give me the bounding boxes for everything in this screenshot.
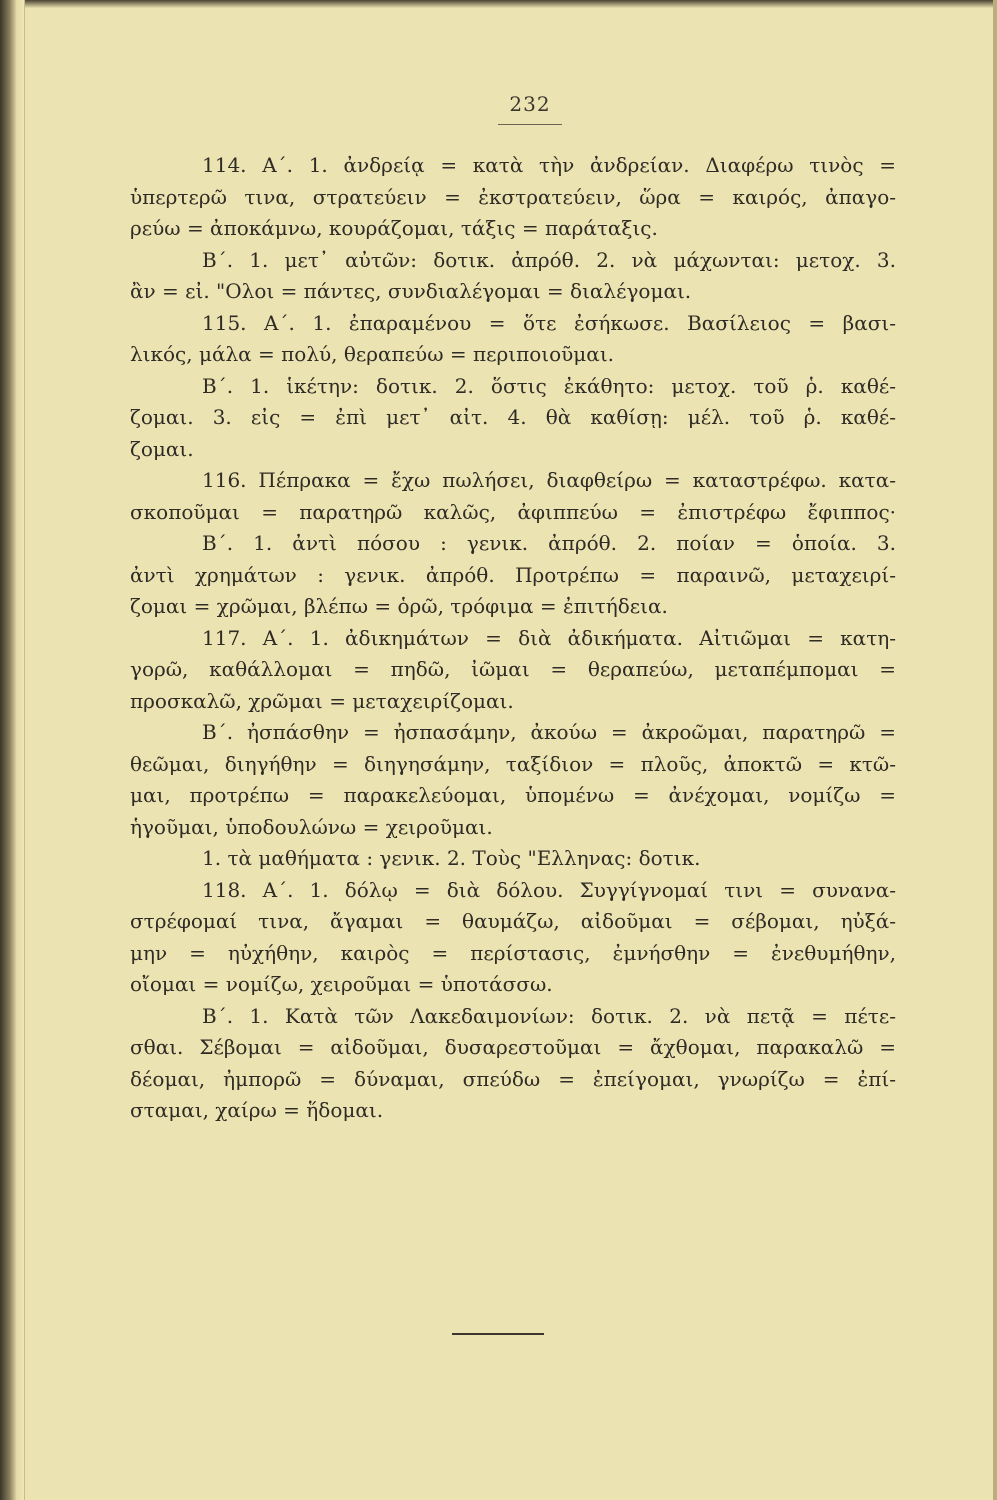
text-line: ζομαι. 3. εἰς = ἐπὶ μετ᾽ αἰτ. 4. θὰ καθίσῃ: μέλ. τοῦ ῥ. καθέ- <box>130 405 896 429</box>
text-line: ζομαι = χρῶμαι, βλέπω = ὁρῶ, τρόφιμα = ἐπιτήδεια. <box>130 594 668 618</box>
text-line: σκοποῦμαι = παρατηρῶ καλῶς, ἀφιππεύω = ἐπιστρέφω ἔφιππος· <box>130 499 896 524</box>
text-line: 115. Α΄. 1. ἐπαραμένου = ὅτε ἐσήκωσε. Βασίλειος = βασι- <box>202 310 896 335</box>
text-line: Β΄. 1. Κατὰ τῶν Λακεδαιμονίων: δοτικ. 2. νὰ πετᾷ = πέτε- <box>202 1003 896 1028</box>
text-line: Β΄. 1. μετ᾽ αὐτῶν: δοτικ. ἀπρόθ. 2. νὰ μάχωνται: μετοχ. 3. <box>202 247 896 272</box>
page-right-edge <box>993 0 997 1500</box>
text-line: θεῶμαι, διηγήθην = διηγησάμην, ταξίδιον = πλοῦς, ἀποκτῶ = κτῶ- <box>130 751 896 776</box>
text-line: σθαι. Σέβομαι = αἰδοῦμαι, δυσαρεστοῦμαι = ἄχθομαι, παρακαλῶ = <box>130 1035 896 1059</box>
text-line: Β΄. 1. ἱκέτην: δοτικ. 2. ὅστις ἐκάθητο: μετοχ. τοῦ ῥ. καθέ- <box>202 373 896 398</box>
text-line: 114. Α΄. 1. ἀνδρείᾳ = κατὰ τὴν ἀνδρείαν. Διαφέρω τινὸς = <box>202 153 896 177</box>
text-line: προσκαλῶ, χρῶμαι = μεταχειρίζομαι. <box>130 688 514 713</box>
text-line: στρέφομαί τινα, ἄγαμαι = θαυμάζω, αἰδοῦμαι = σέβομαι, ηὐξά- <box>130 909 896 933</box>
page-top-edge <box>0 0 997 8</box>
page-number: 232 <box>509 92 551 116</box>
text-line: σταμαι, χαίρω = ἥδομαι. <box>130 1098 384 1122</box>
body-text <box>130 150 896 1127</box>
text-line: ἀντὶ χρημάτων : γενικ. ἀπρόθ. Προτρέπω = παραινῶ, μεταχειρί- <box>130 562 896 587</box>
text-line: Β΄. ἠσπάσθην = ἠσπασάμην, ἀκούω = ἀκροῶμαι, παρατηρῶ = <box>202 720 896 744</box>
section-end-rule <box>452 1333 544 1335</box>
text-line: ἡγοῦμαι, ὑποδουλώνω = χειροῦμαι. <box>130 814 493 839</box>
text-line: 118. Α΄. 1. δόλῳ = διὰ δόλου. Συγγίγνομαί τινι = συνανα- <box>202 877 896 902</box>
text-line: οἴομαι = νομίζω, χειροῦμαι = ὑποτάσσω. <box>130 972 553 996</box>
text-line: μην = ηὐχήθην, καιρὸς = περίστασις, ἐμνήσθην = ἐνεθυμήθην, <box>130 940 896 965</box>
text-line: λικός, μάλα = πολύ, θεραπεύω = περιποιοῦμαι. <box>130 342 615 366</box>
book-spine-edge <box>0 0 16 1500</box>
text-line: ρεύω = ἀποκάμνω, κουράζομαι, τάξις = παράταξις. <box>130 216 658 240</box>
text-line: ὑπερτερῶ τινα, στρατεύειν = ἐκστρατεύειν, ὥρα = καιρός, ἀπαγο- <box>130 184 896 209</box>
page-left-margin-edge <box>16 0 25 1500</box>
text-line: ζομαι. <box>130 436 194 461</box>
text-line: ἂν = εἰ. "Ολοι = πάντες, συνδιαλέγομαι = διαλέγομαι. <box>130 279 692 303</box>
text-line: δέομαι, ἠμπορῶ = δύναμαι, σπεύδω = ἐπείγομαι, γνωρίζω = ἐπί- <box>130 1066 896 1091</box>
text-line: 117. Α΄. 1. ἀδικημάτων = διὰ ἀδικήματα. Αἰτιῶμαι = κατη- <box>202 625 896 650</box>
text-line: γορῶ, καθάλλομαι = πηδῶ, ἰῶμαι = θεραπεύω, μεταπέμπομαι = <box>130 657 896 681</box>
text-line: Β΄. 1. ἀντὶ πόσου : γενικ. ἀπρόθ. 2. ποίαν = ὁποία. 3. <box>202 531 896 555</box>
text-line: μαι, προτρέπω = παρακελεύομαι, ὑπομένω = ἀνέχομαι, νομίζω = <box>130 783 896 807</box>
text-line: 1. τὰ μαθήματα : γενικ. 2. Τοὺς "Ελληνας: δοτικ. <box>202 846 701 870</box>
page-number-rule <box>498 124 562 125</box>
text-line: 116. Πέπρακα = ἔχω πωλήσει, διαφθείρω = καταστρέφω. κατα- <box>202 468 896 492</box>
